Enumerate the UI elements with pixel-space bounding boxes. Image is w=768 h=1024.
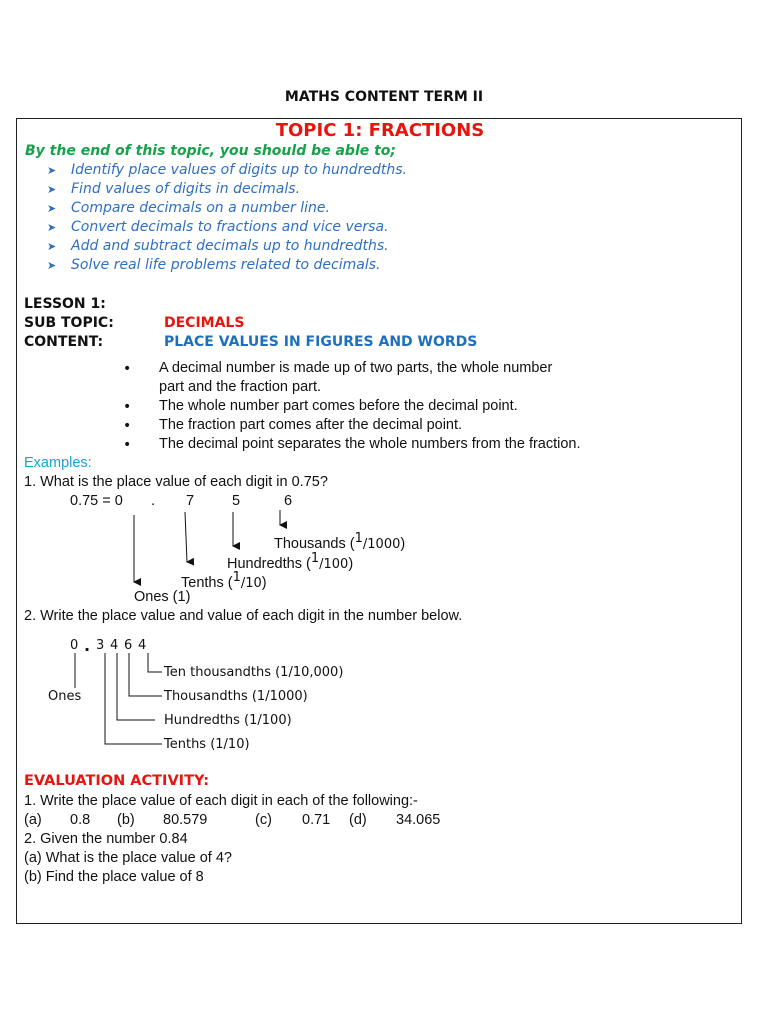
example2-digit: 0 (70, 638, 79, 653)
arrow-tenths (185, 512, 187, 562)
evaluation-subquestion: (a) What is the place value of 4? (24, 850, 232, 866)
objective-text: Add and subtract decimals up to hundredths. (71, 238, 389, 254)
bullet-text: The decimal point separates the whole numbers from the fraction. (159, 436, 581, 452)
arrowhead-bullet-icon: ➤ (47, 221, 57, 234)
arrowhead-bullet-icon: ➤ (47, 202, 57, 215)
ones-label: Ones (1) (134, 589, 191, 605)
part-value: 34.065 (396, 812, 441, 828)
evaluation-heading: EVALUATION ACTIVITY: (24, 773, 210, 789)
part-label: (c) (255, 812, 272, 828)
evaluation-question: 2. Given the number 0.84 (24, 831, 188, 847)
part-label: (b) (117, 812, 135, 828)
bracket-tenths (105, 653, 162, 744)
part-value: 0.8 (70, 812, 91, 828)
subtopic-value: DECIMALS (164, 315, 245, 331)
arrowhead-bullet-icon: ➤ (47, 259, 57, 272)
tenths-label: Tenths ($^1$/10) (181, 570, 267, 591)
example2-point: . (84, 636, 91, 655)
ten-thousandths-label: Ten thousandths (1/10,000) (164, 665, 344, 680)
part-label: (a) (24, 812, 42, 828)
bracket-ten-thousandths (148, 653, 162, 672)
thousandths-label: Thousandths (1/1000) (164, 689, 308, 704)
part-value: 80.579 (163, 812, 208, 828)
example1-digit: 6 (284, 493, 293, 509)
bullet-text: The whole number part comes before the decimal point. (159, 398, 518, 414)
dot-bullet-icon: • (123, 437, 132, 453)
bullet-text: The fraction part comes after the decimal point. (159, 417, 463, 433)
ones-label: Ones (48, 689, 82, 704)
arrowhead-bullet-icon: ➤ (47, 164, 57, 177)
arrowhead-bullet-icon: ➤ (47, 183, 57, 196)
bracket-thousandths (129, 653, 162, 696)
objective-text: Compare decimals on a number line. (71, 200, 330, 216)
example1-digit: 5 (232, 493, 241, 509)
example2-digit: 3 (96, 638, 105, 653)
topic-intro: By the end of this topic, you should be able to; (25, 143, 397, 159)
evaluation-subquestion: (b) Find the place value of 8 (24, 869, 204, 885)
thousands-label: Thousands ($^1$/1000) (274, 531, 406, 552)
example1-equation: 0.75 = 0 (70, 493, 123, 509)
objective-text: Find values of digits in decimals. (71, 181, 301, 197)
dot-bullet-icon: • (123, 361, 132, 377)
bullet-text: part and the fraction part. (159, 379, 322, 395)
example2-digit: 6 (124, 638, 133, 653)
bracket-hundredths (117, 653, 155, 720)
examples-heading: Examples: (24, 455, 92, 471)
example-question: 1. What is the place value of each digit in 0.75? (24, 474, 328, 490)
example2-digit: 4 (138, 638, 147, 653)
subtopic-label: SUB TOPIC: (24, 315, 114, 331)
dot-bullet-icon: • (123, 399, 132, 415)
hundredths-label: Hundredths ($^1$/100) (227, 551, 354, 572)
document-title: MATHS CONTENT TERM II (284, 89, 484, 105)
example1-point: . (151, 493, 156, 509)
example-question: 2. Write the place value and value of each digit in the number below. (24, 608, 463, 624)
objective-text: Identify place values of digits up to hundredths. (71, 162, 407, 178)
part-label: (d) (349, 812, 367, 828)
part-value: 0.71 (302, 812, 331, 828)
tenths-label: Tenths (1/10) (164, 737, 250, 752)
hundredths-label: Hundredths (1/100) (164, 713, 292, 728)
objective-text: Solve real life problems related to decimals. (71, 257, 381, 273)
bullet-text: A decimal number is made up of two parts, the whole number (159, 360, 553, 376)
example2-digit: 4 (110, 638, 119, 653)
evaluation-question: 1. Write the place value of each digit in each of the following:- (24, 793, 418, 809)
example1-digit: 7 (186, 493, 195, 509)
content-label: CONTENT: (24, 334, 104, 350)
content-value: PLACE VALUES IN FIGURES AND WORDS (164, 334, 478, 350)
objective-text: Convert decimals to fractions and vice versa. (71, 219, 389, 235)
lesson-label: LESSON 1: (24, 296, 106, 312)
arrowhead-bullet-icon: ➤ (47, 240, 57, 253)
dot-bullet-icon: • (123, 418, 132, 434)
topic-title: TOPIC 1: FRACTIONS (275, 120, 485, 141)
